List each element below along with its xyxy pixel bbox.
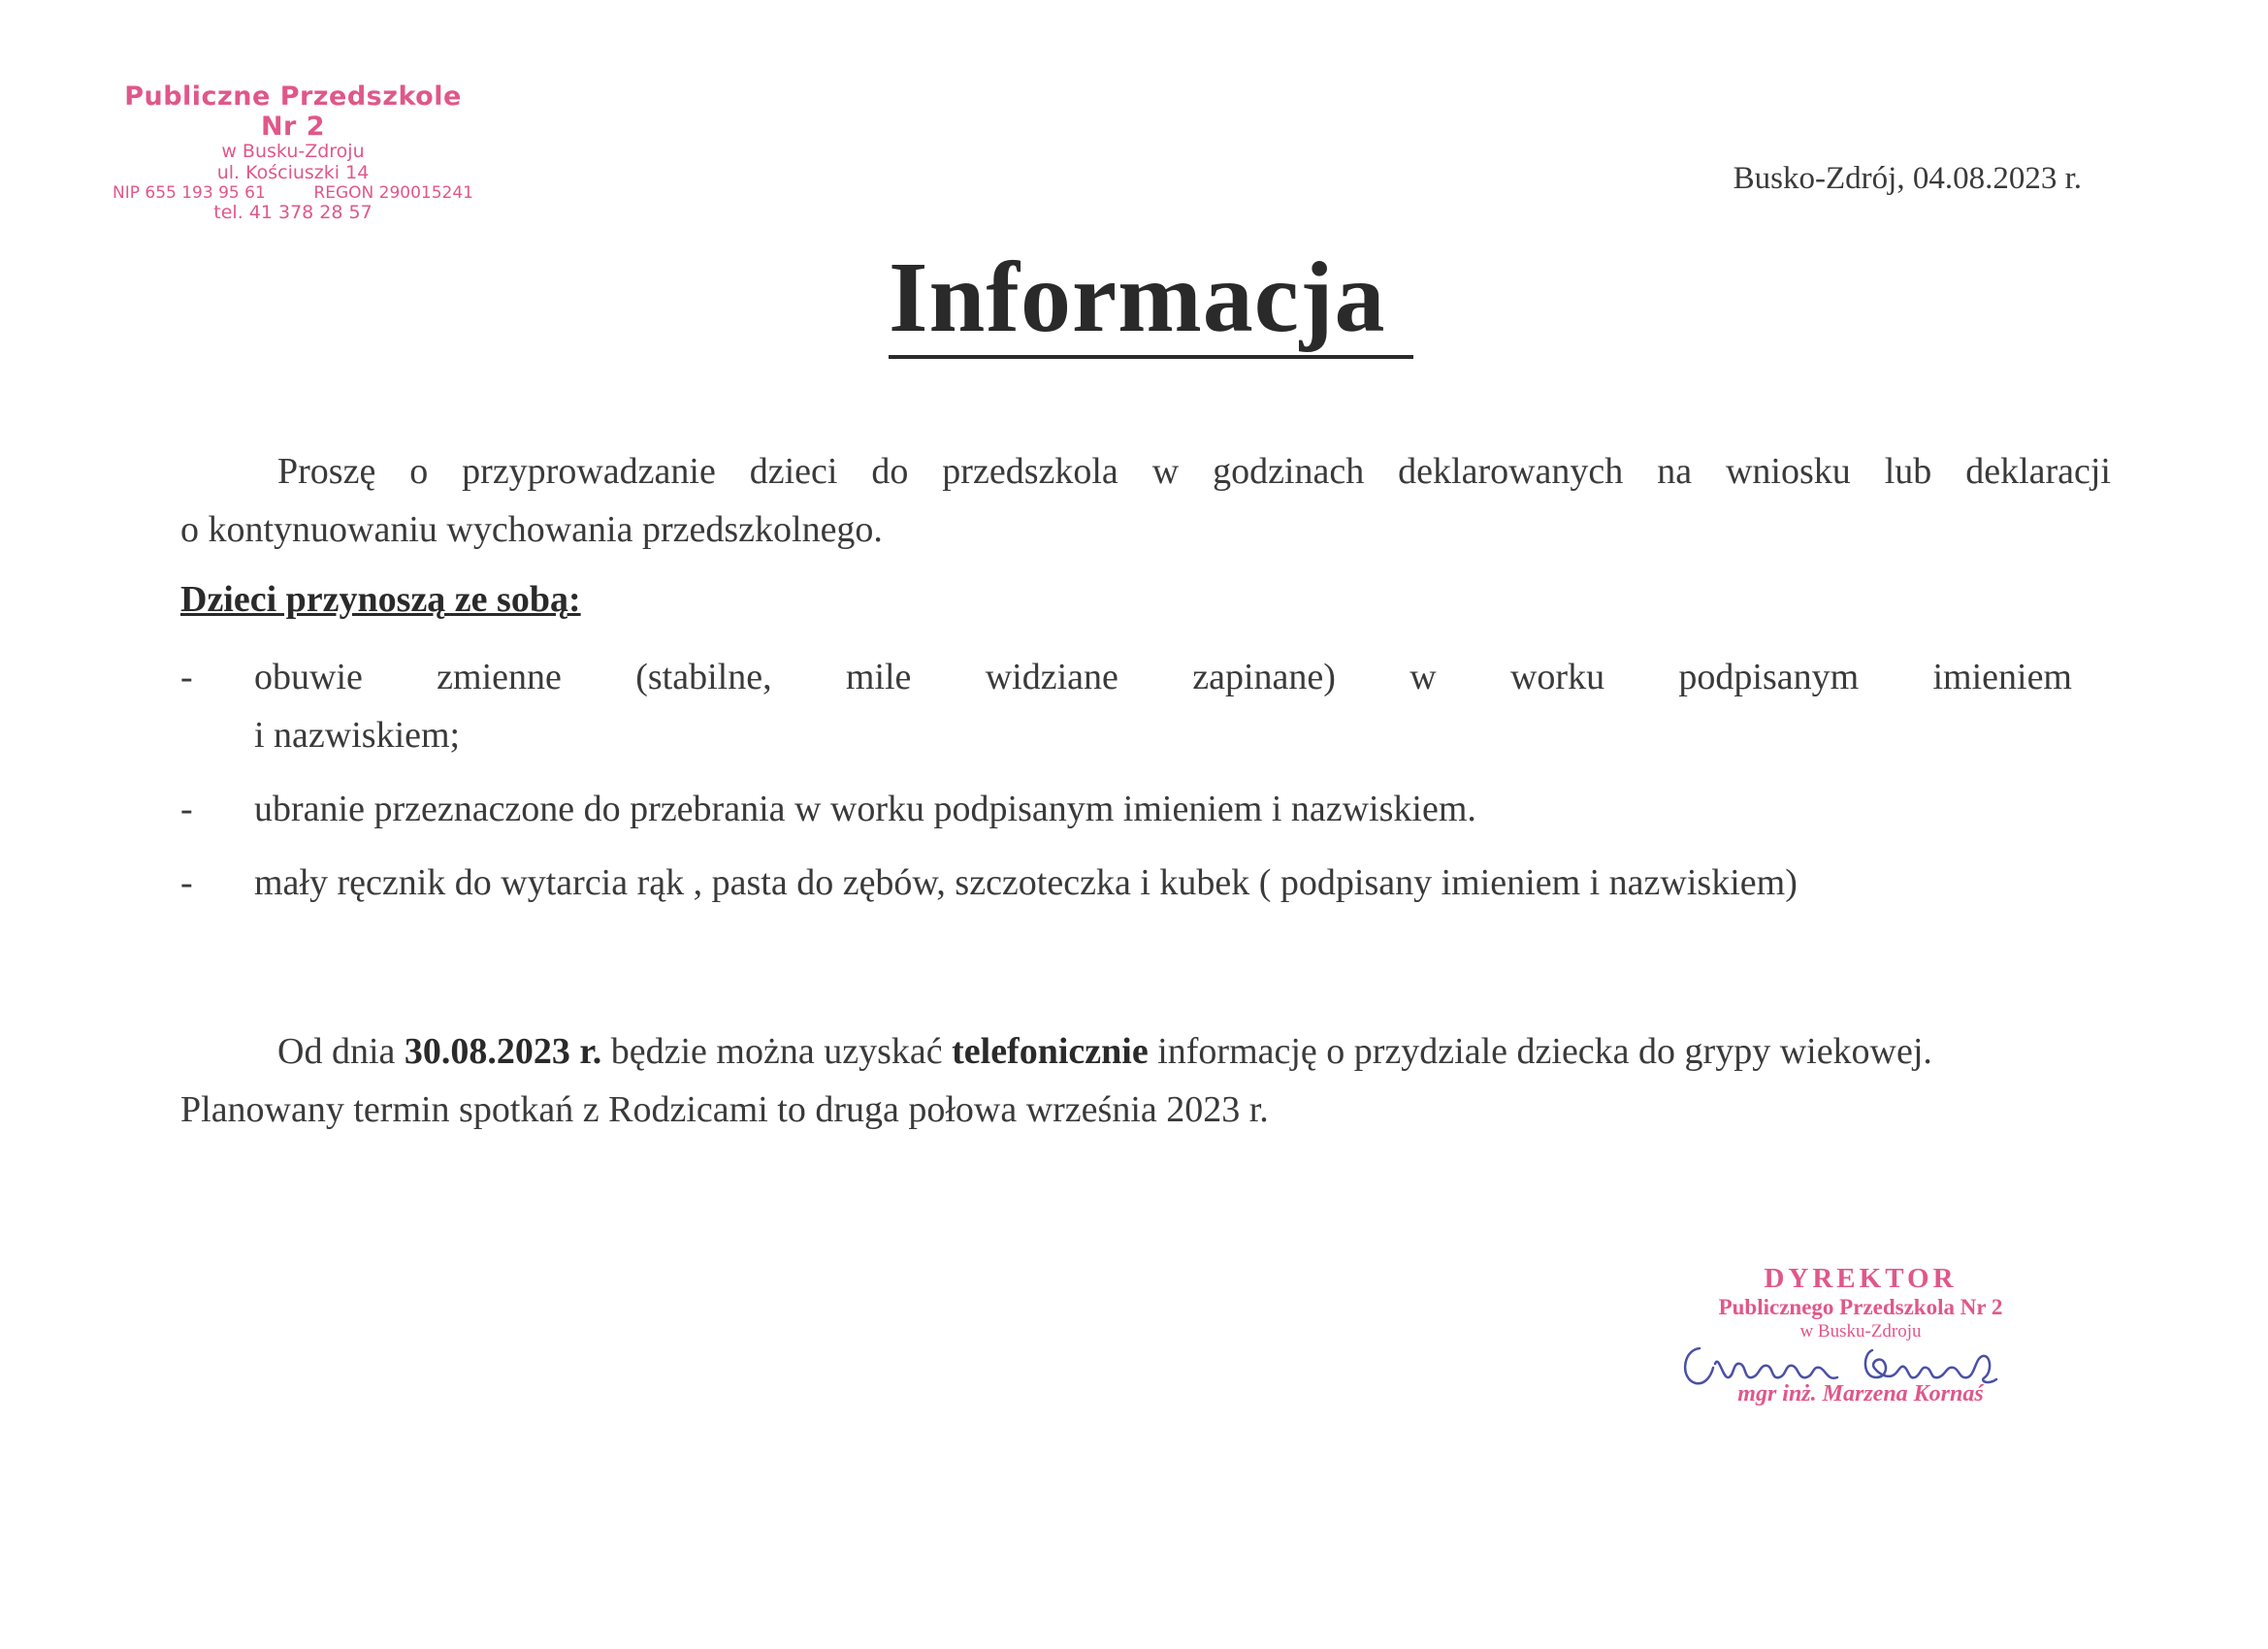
stamp-ids (109, 184, 477, 204)
stamp-regon: REGON 290015241 (313, 182, 473, 203)
items-list (180, 648, 2072, 927)
info-bold-word: telefonicznie (952, 1031, 1149, 1072)
director-title: DYREKTOR (1764, 1263, 1958, 1294)
stamp-nip: NIP 655 193 95 61 (113, 182, 266, 203)
info-line-2: Planowany termin spotkań z Rodzicami to druga połowa września 2023 r. (180, 1089, 1269, 1130)
stamp-phone: tel. 41 378 28 57 (213, 202, 373, 224)
intro-line-2: o kontynuowaniu wychowania przedszkolnego. (180, 509, 883, 550)
list-dash: - (180, 789, 193, 829)
info-suffix: informację o przydziale dziecka do grypy wiekowej. (1148, 1031, 1932, 1072)
list-item-1-line-2: i nazwiskiem; (254, 715, 461, 756)
info-prefix: Od dnia (277, 1031, 405, 1072)
info-paragraph (180, 1022, 2150, 1139)
page-title: Informacja (889, 242, 1413, 359)
director-institution: Publicznego Przedszkola Nr 2 (1718, 1295, 2003, 1320)
school-stamp (109, 81, 477, 224)
items-heading: Dzieci przynoszą ze sobą: (180, 579, 581, 620)
list-item (180, 780, 2072, 838)
list-dash: - (180, 657, 193, 697)
director-city: w Busku-Zdroju (1799, 1320, 1922, 1342)
info-date: 30.08.2023 r. (404, 1031, 602, 1072)
list-item-2-text: ubranie przeznaczone do przebrania w worku podpisanym imieniem i nazwiskiem. (254, 789, 1476, 829)
stamp-address: ul. Kościuszki 14 (216, 161, 370, 183)
info-middle: będzie można uzyskać (601, 1031, 953, 1072)
intro-line-1: Proszę o przyprowadzanie dzieci do przedszkola w godzinach deklarowanych na wniosku lub deklaracji (277, 451, 2111, 492)
document-date: Busko-Zdrój, 04.08.2023 r. (1733, 161, 2082, 196)
list-item (180, 854, 2072, 912)
list-dash: - (180, 862, 193, 903)
list-item (180, 648, 2072, 764)
handwritten-signature (1672, 1329, 2022, 1397)
list-item-1-line-1: obuwie zmienne (stabilne, mile widziane zapinane) w worku podpisanym imieniem (254, 657, 2072, 697)
list-item-3-text: mały ręcznik do wytarcia rąk , pasta do zębów, szczoteczka i kubek ( podpisany imieniem i nazwiskiem) (254, 862, 1798, 903)
intro-paragraph (180, 442, 2111, 559)
list-item-text (254, 648, 2072, 764)
stamp-city: w Busku-Zdroju (221, 141, 365, 163)
director-name: mgr inż. Marzena Kornaś (1737, 1380, 1984, 1406)
stamp-school-name: Publiczne Przedszkole Nr 2 (124, 81, 462, 143)
